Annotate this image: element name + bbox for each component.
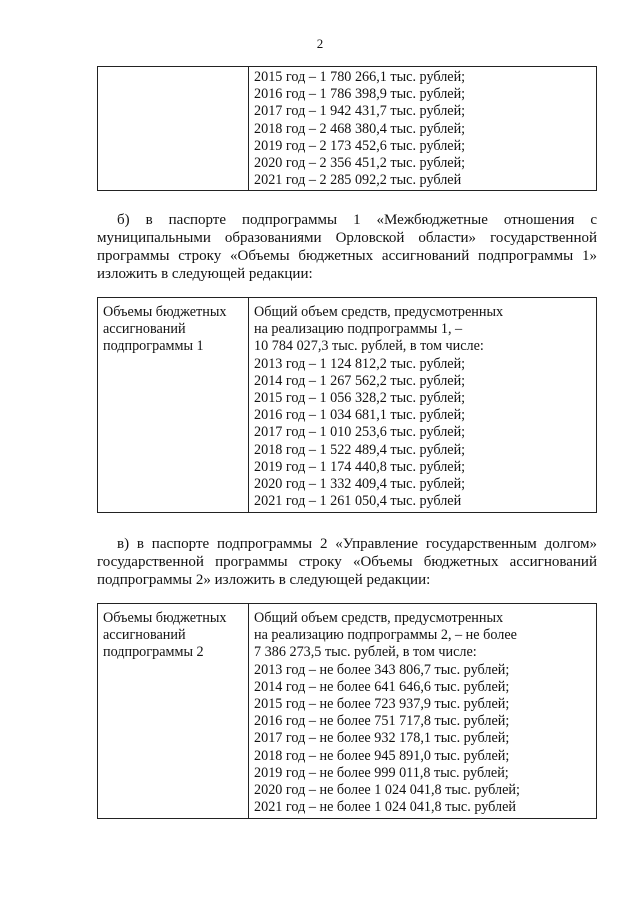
table-label-cell	[98, 604, 249, 819]
table-line: 2016 год – 1 034 681,1 тыс. рублей;	[254, 407, 466, 424]
table-line: 2016 год – не более 751 717,8 тыс. рублей;	[254, 713, 510, 730]
table-line: на реализацию подпрограммы 2, – не более	[254, 627, 517, 644]
table-line: 2013 год – 1 124 812,2 тыс. рублей;	[254, 355, 466, 372]
table-line: 2017 год – не более 932 178,1 тыс. рублей;	[254, 730, 510, 747]
table-line: 2018 год – не более 945 891,0 тыс. рублей;	[254, 747, 510, 764]
table-line: 2015 год – 1 780 266,1 тыс. рублей;	[254, 69, 466, 85]
table-line: 2020 год – не более 1 024 041,8 тыс. рублей;	[254, 782, 520, 799]
table-line: 2020 год – 1 332 409,4 тыс. рублей;	[254, 476, 466, 493]
label-line: Объемы бюджетных	[103, 610, 227, 626]
table-line: 2013 год – не более 343 806,7 тыс. рублей;	[254, 661, 510, 678]
table-line: 2014 год – не более 641 646,6 тыс. рублей;	[254, 678, 510, 695]
table-line: 7 386 273,5 тыс. рублей, в том числе:	[254, 644, 477, 661]
table-line: 2016 год – 1 786 398,9 тыс. рублей;	[254, 86, 466, 103]
table-line: Общий объем средств, предусмотренных	[254, 304, 504, 320]
table-line: 2014 год – 1 267 562,2 тыс. рублей;	[254, 372, 466, 389]
table-subprogram-1	[97, 297, 597, 513]
table-value-cell	[249, 604, 597, 819]
table-line: на реализацию подпрограммы 1, –	[254, 321, 463, 338]
table-line: 2021 год – не более 1 024 041,8 тыс. рублей	[254, 799, 516, 816]
label-line: Объемы бюджетных	[103, 304, 227, 320]
table-continuation	[97, 66, 597, 191]
table-label-cell-empty	[98, 67, 249, 191]
table-line: 2021 год – 2 285 092,2 тыс. рублей	[254, 172, 462, 189]
label-line: ассигнований	[103, 627, 186, 644]
table-value-cell	[249, 298, 597, 513]
table-line: 2021 год – 1 261 050,4 тыс. рублей	[254, 493, 462, 510]
paragraph-b: б) в паспорте подпрограммы 1 «Межбюджетные отношения с муниципальными образованиями Орловской области» государственной программы строку «Объемы бюджетных ассигнований подпрограммы 1» изложить в следующей редакции:	[97, 212, 597, 282]
table-line: 2015 год – 1 056 328,2 тыс. рублей;	[254, 390, 466, 407]
table-subprogram-2	[97, 603, 597, 819]
label-line: подпрограммы 2	[103, 644, 204, 661]
table-line: 2017 год – 1 010 253,6 тыс. рублей;	[254, 424, 466, 441]
table-line: Общий объем средств, предусмотренных	[254, 610, 504, 626]
table-line: 2019 год – не более 999 011,8 тыс. рублей;	[254, 764, 509, 781]
table-label-cell	[98, 298, 249, 513]
table-line: 2017 год – 1 942 431,7 тыс. рублей;	[254, 103, 466, 120]
label-line: подпрограммы 1	[103, 338, 204, 355]
table-line: 2019 год – 2 173 452,6 тыс. рублей;	[254, 137, 466, 154]
table-line: 2019 год – 1 174 440,8 тыс. рублей;	[254, 458, 466, 475]
label-line: ассигнований	[103, 321, 186, 338]
table-line: 2020 год – 2 356 451,2 тыс. рублей;	[254, 155, 466, 172]
table-line: 2018 год – 1 522 489,4 тыс. рублей;	[254, 441, 466, 458]
table-line: 2018 год – 2 468 380,4 тыс. рублей;	[254, 120, 466, 137]
table-line: 2015 год – не более 723 937,9 тыс. рублей;	[254, 696, 510, 713]
table-value-cell	[249, 67, 597, 191]
paragraph-v: в) в паспорте подпрограммы 2 «Управление государственным долгом» государственной программы строку «Объемы бюджетных ассигнований подпрограммы 2» изложить в следующей редакции:	[97, 536, 597, 588]
page-number: 2	[316, 36, 324, 51]
table-line: 10 784 027,3 тыс. рублей, в том числе:	[254, 338, 484, 355]
